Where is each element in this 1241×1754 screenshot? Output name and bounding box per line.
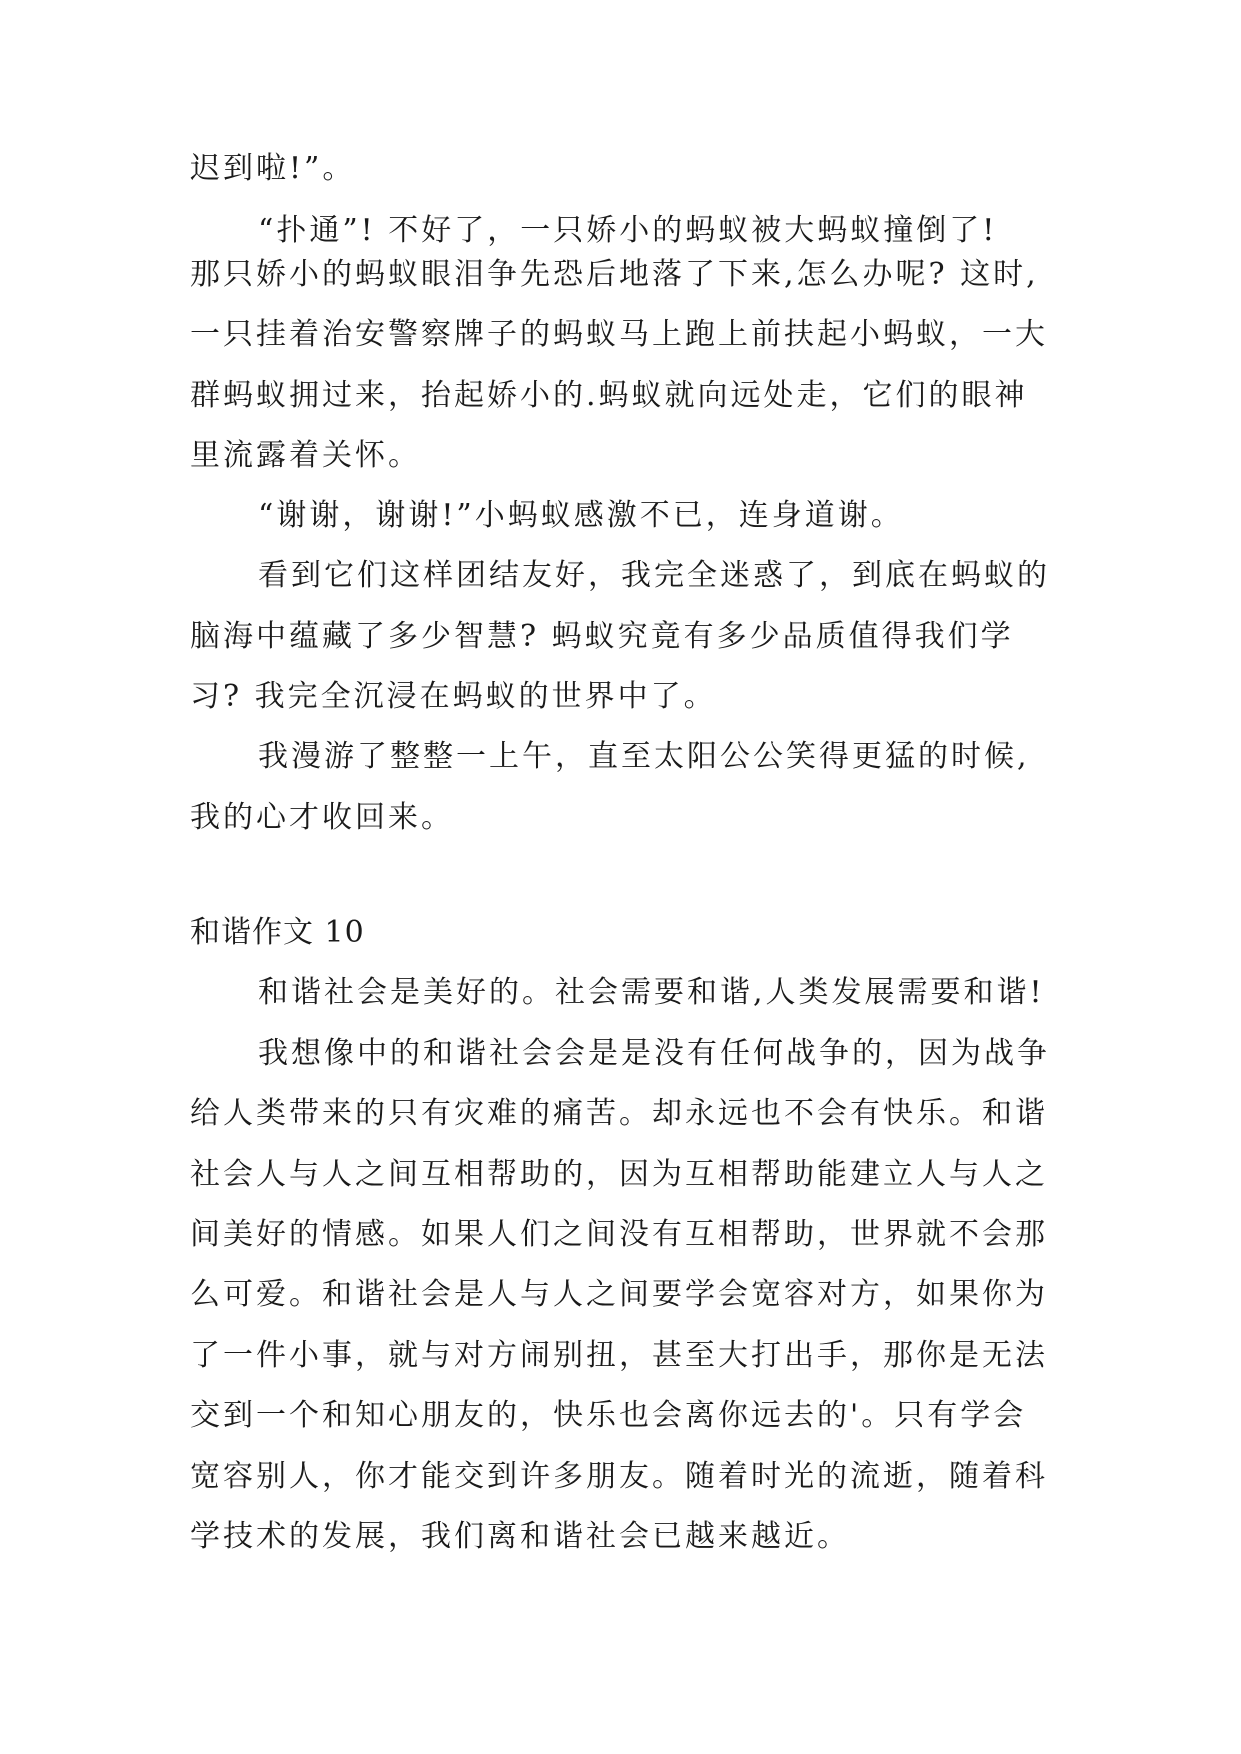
text-line: 交到一个和知心朋友的，快乐也会离你远去的'。只有学会 [190, 1398, 1027, 1433]
text-line: 我漫游了整整一上午，直至太阳公公笑得更猛的时候, [258, 739, 1030, 774]
text-line: 群蚂蚁拥过来，抬起娇小的.蚂蚁就向远处走，它们的眼神 [190, 378, 1028, 413]
text-line: 社会人与人之间互相帮助的，因为互相帮助能建立人与人之 [190, 1157, 1048, 1192]
text-line: 那只娇小的蚂蚁眼泪争先恐后地落了下来,怎么办呢? 这时, [190, 257, 1039, 292]
text-line: 了一件小事，就与对方闹别扭，甚至大打出手，那你是无法 [190, 1338, 1048, 1373]
text-line: 和谐社会是美好的。社会需要和谐,人类发展需要和谐! [258, 975, 1045, 1010]
text-line: 脑海中蕴藏了多少智慧? 蚂蚁究竟有多少品质值得我们学 [190, 619, 1014, 654]
text-line: “谢谢，谢谢!”小蚂蚁感激不已，连身道谢。 [258, 498, 904, 533]
text-line: 迟到啦!”。 [190, 151, 356, 186]
text-line: 学技术的发展，我们离和谐社会已越来越近。 [190, 1519, 850, 1554]
text-line: 里流露着关怀。 [190, 438, 421, 473]
text-line: 间美好的情感。如果人们之间没有互相帮助，世界就不会那 [190, 1217, 1048, 1252]
text-line: 习? 我完全沉浸在蚂蚁的世界中了。 [190, 679, 717, 714]
text-line: 看到它们这样团结友好，我完全迷惑了，到底在蚂蚁的 [258, 558, 1050, 593]
text-line: 我的心才收回来。 [190, 800, 454, 835]
text-line: 一只挂着治安警察牌子的蚂蚁马上跑上前扶起小蚂蚁，一大 [190, 317, 1048, 352]
text-line: 给人类带来的只有灾难的痛苦。却永远也不会有快乐。和谐 [190, 1096, 1048, 1131]
text-line: 么可爱。和谐社会是人与人之间要学会宽容对方，如果你为 [190, 1277, 1048, 1312]
text-line: 宽容别人，你才能交到许多朋友。随着时光的流逝，随着科 [190, 1459, 1048, 1494]
section-heading: 和谐作文 10 [190, 915, 365, 950]
text-line: 我想像中的和谐社会会是是没有任何战争的，因为战争 [258, 1036, 1050, 1071]
text-line: “扑通”! 不好了，一只娇小的蚂蚁被大蚂蚁撞倒了! [258, 213, 998, 248]
